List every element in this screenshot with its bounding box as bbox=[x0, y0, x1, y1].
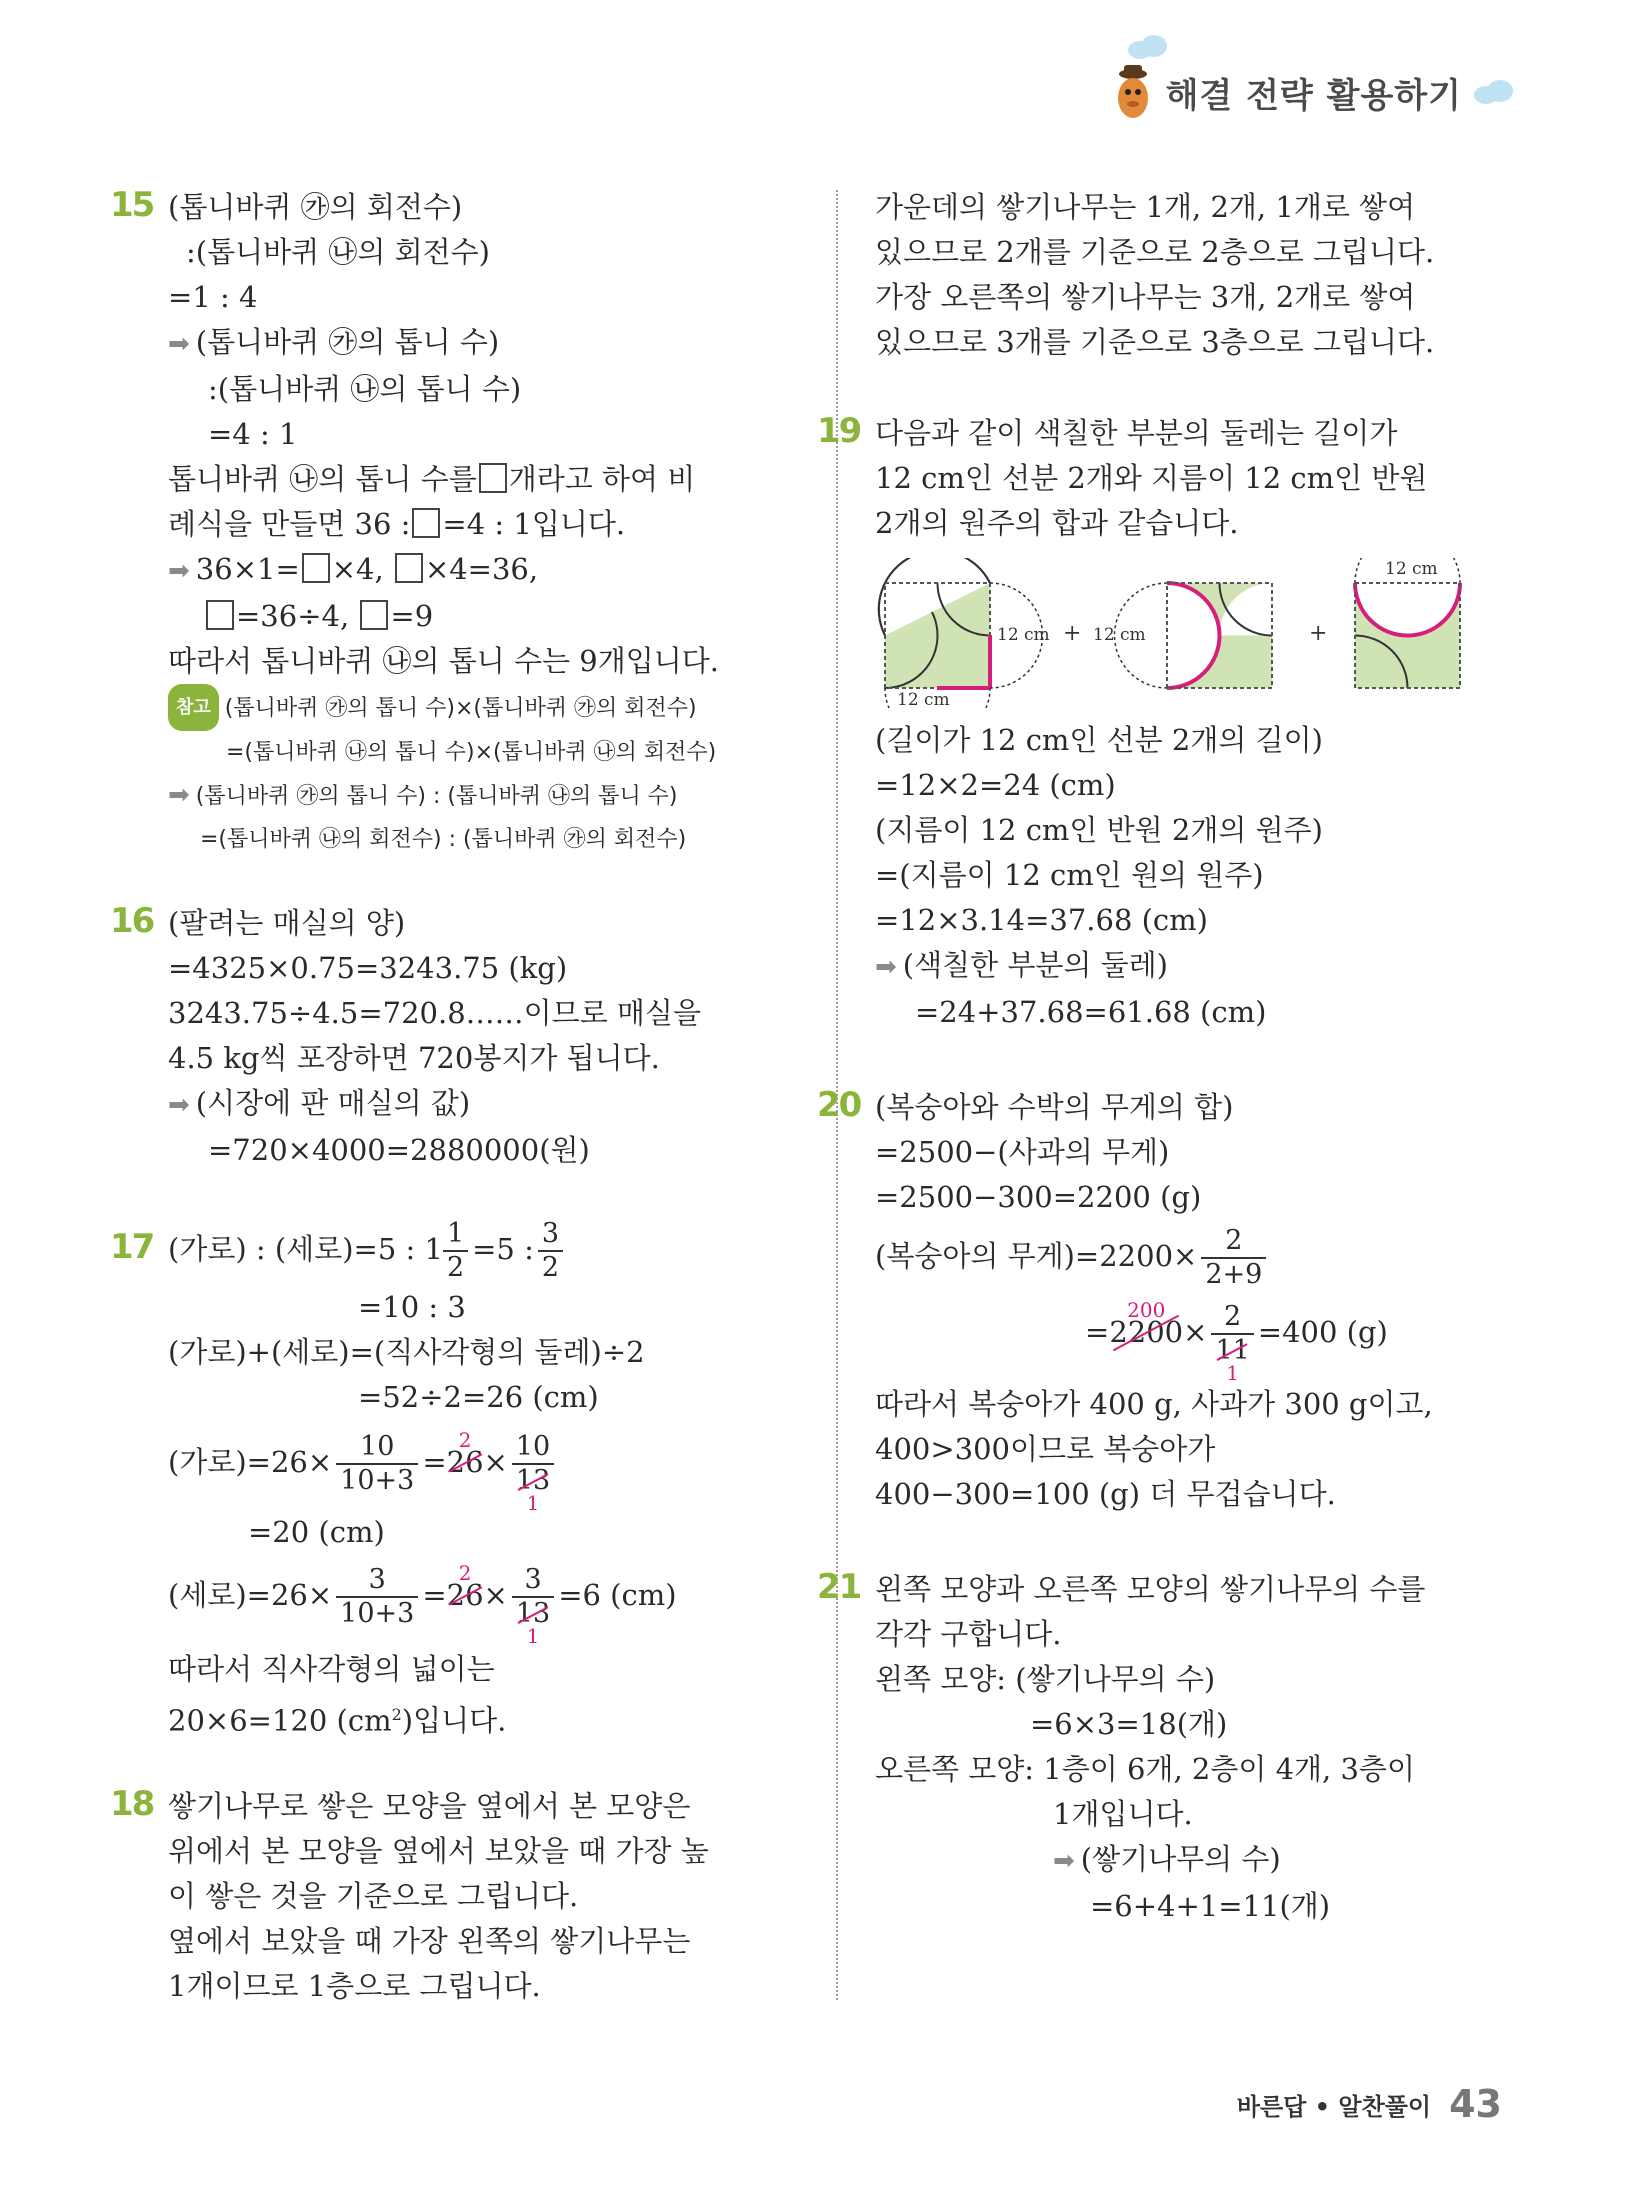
arrow-icon: ➡ bbox=[1053, 1846, 1075, 1876]
text-segment: 례식을 만들면 36 : bbox=[168, 507, 411, 541]
text-line: 오른쪽 모양: 1층이 6개, 2층이 4개, 3층이 bbox=[875, 1752, 1415, 1786]
arrow-icon: ➡ bbox=[875, 952, 897, 982]
text-line: (팔려는 매실의 양) bbox=[168, 906, 406, 940]
fraction: $\frac{10}{10+3}$ bbox=[336, 1431, 418, 1497]
note-badge: 참고 bbox=[168, 684, 219, 731]
text-line: (복숭아와 수박의 무게의 합) bbox=[875, 1090, 1234, 1124]
svg-text:+: + bbox=[1309, 621, 1328, 646]
mascot-icon bbox=[1108, 62, 1158, 122]
note-line: (톱니바퀴 ㉮의 톱니 수) : (톱니바퀴 ㉯의 톱니 수) bbox=[195, 784, 678, 809]
right-column bbox=[817, 185, 1515, 1969]
problem-number: 20 bbox=[817, 1085, 861, 1125]
cloud-icon bbox=[1470, 77, 1518, 107]
text-line: 1개이므로 1층으로 그립니다. bbox=[168, 1968, 541, 2003]
blank-box bbox=[206, 600, 234, 630]
text-line: =4325×0.75=3243.75 (kg) bbox=[168, 951, 568, 985]
problem-15 bbox=[110, 185, 808, 861]
text-segment: 톱니바퀴 ㉯의 톱니 수를 bbox=[168, 462, 477, 496]
text-line: 따라서 톱니바퀴 ㉯의 톱니 수는 9개입니다. bbox=[168, 644, 719, 678]
text-line: :(톱니바퀴 ㉯의 회전수) bbox=[186, 235, 490, 269]
text-line: (색칠한 부분의 둘레) bbox=[902, 948, 1168, 982]
arrow-icon: ➡ bbox=[168, 1090, 190, 1120]
blank-box bbox=[360, 600, 388, 630]
text-line: 왼쪽 모양과 오른쪽 모양의 쌓기나무의 수를 bbox=[875, 1572, 1426, 1606]
text-line: =1 : 4 bbox=[168, 280, 258, 314]
text-line: 각각 구합니다. bbox=[875, 1617, 1062, 1651]
section-title: 해결 전략 활용하기 bbox=[1165, 75, 1462, 116]
fraction: 3 13 1 bbox=[512, 1564, 554, 1630]
text-segment: =9 bbox=[390, 599, 434, 633]
cancelled-number: 13 1 bbox=[515, 1465, 551, 1515]
fraction: $\frac{3}{10+3}$ bbox=[336, 1564, 418, 1630]
fraction: $\frac{3}{2}$ bbox=[538, 1218, 563, 1284]
problem-18-continued bbox=[875, 185, 1515, 365]
figure-3 bbox=[1355, 558, 1460, 688]
note-line: =(톱니바퀴 ㉯의 회전수) : (톱니바퀴 ㉮의 회전수) bbox=[200, 827, 687, 852]
problem-16 bbox=[110, 901, 808, 1173]
text-line: 400−300=100 (g) 더 무겁습니다. bbox=[875, 1477, 1336, 1511]
text-line: 400>300이므로 복숭아가 bbox=[875, 1432, 1216, 1466]
text-line: =4 : 1 bbox=[208, 417, 298, 451]
text-segment: ×4=36, bbox=[424, 552, 539, 586]
text-segment: =6 (cm) bbox=[558, 1578, 677, 1612]
text-line: =20 (cm) bbox=[248, 1515, 385, 1549]
text-segment: 개라고 하여 비 bbox=[508, 462, 696, 496]
page-number: 43 bbox=[1449, 2082, 1502, 2126]
text-line: 따라서 직사각형의 넓이는 bbox=[168, 1652, 495, 1686]
text-line: 옆에서 보았을 때 가장 왼쪽의 쌓기나무는 bbox=[168, 1923, 691, 1958]
left-column bbox=[110, 185, 808, 2049]
problem-20: 20 (복숭아와 수박의 무게의 합) =2500−(사과의 무게) =2500−300=2200 (g) (복숭아의 무게)=2200× $\frac{2}{2+9}$ =2200 200 × 2 11 1 =400 (g) 따라서 복숭아가 400 g, 사과가 300 g이고, 400>300이므로 복숭아가 400−300=100 (g) 더 무겁습니다. bbox=[875, 1085, 1515, 1517]
problem-number: 15 bbox=[110, 185, 154, 225]
text-line: =52÷2=26 (cm) bbox=[358, 1380, 599, 1414]
text-line: =(지름이 12 cm인 원의 원주) bbox=[875, 858, 1264, 892]
text-line: =24+37.68=61.68 (cm) bbox=[915, 995, 1267, 1029]
text-line: 12 cm인 선분 2개와 지름이 12 cm인 반원 bbox=[875, 461, 1428, 495]
text-line: 3243.75÷4.5=720.8……이므로 매실을 bbox=[168, 996, 701, 1030]
fraction: $\frac{1}{2}$ bbox=[443, 1218, 468, 1284]
blank-box bbox=[412, 508, 440, 538]
cancelled-number: 11 1 bbox=[1215, 1335, 1250, 1385]
problem-number: 18 bbox=[110, 1783, 154, 1824]
text-line: 있으므로 3개를 기준으로 3층으로 그립니다. bbox=[875, 325, 1435, 359]
text-line: 2개의 원주의 합과 같습니다. bbox=[875, 506, 1239, 540]
text-line: 가운데의 쌓기나무는 1개, 2개, 1개로 쌓여 bbox=[875, 190, 1416, 224]
text-line: 다음과 같이 색칠한 부분의 둘레는 길이가 bbox=[875, 416, 1398, 450]
text-line: 위에서 본 모양을 옆에서 보았을 때 가장 높 bbox=[168, 1833, 709, 1868]
text-line: (톱니바퀴 ㉮의 톱니 수) bbox=[195, 325, 500, 359]
text-line: =2500−300=2200 (g) bbox=[875, 1180, 1202, 1214]
blank-box bbox=[302, 553, 330, 583]
arrow-icon: ➡ bbox=[168, 329, 190, 359]
text-segment: 36×1= bbox=[195, 552, 300, 586]
text-line: 따라서 복숭아가 400 g, 사과가 300 g이고, bbox=[875, 1387, 1433, 1421]
fraction: 10 13 1 bbox=[512, 1431, 554, 1497]
problem-19 bbox=[817, 411, 1515, 1035]
text-line: =6+4+1=11(개) bbox=[1090, 1889, 1331, 1923]
text-line: 왼쪽 모양: (쌓기나무의 수) bbox=[875, 1662, 1216, 1696]
svg-text:12 cm: 12 cm bbox=[1385, 559, 1438, 579]
problem-21 bbox=[817, 1567, 1515, 1929]
text-line: (지름이 12 cm인 반원 2개의 원주) bbox=[875, 813, 1323, 847]
blank-box bbox=[395, 553, 423, 583]
cancelled-number: 26 2 bbox=[447, 1559, 484, 1631]
text-segment: (복숭아의 무게)=2200× bbox=[875, 1239, 1198, 1273]
perimeter-diagram bbox=[875, 558, 1475, 708]
svg-text:+: + bbox=[1063, 621, 1082, 646]
text-line: (쌓기나무의 수) bbox=[1080, 1842, 1281, 1876]
cancelled-number: 26 2 bbox=[447, 1426, 484, 1498]
text-segment: =36÷4, bbox=[236, 599, 350, 633]
svg-text:12 cm: 12 cm bbox=[897, 690, 950, 708]
text-line: =2500−(사과의 무게) bbox=[875, 1135, 1170, 1169]
text-line: 이 쌓은 것을 기준으로 그립니다. bbox=[168, 1878, 579, 1913]
fraction: $\frac{2}{2+9}$ bbox=[1201, 1225, 1266, 1291]
fraction: 2 11 1 bbox=[1211, 1301, 1253, 1367]
problem-number: 17 bbox=[110, 1227, 154, 1267]
text-line: (가로)+(세로)=(직사각형의 둘레)÷2 bbox=[168, 1335, 645, 1369]
problem-17: 17 (가로) : (세로)=5 : 1 $\frac{1}{2}$ =5 : $\frac{3}{2}$ =10 : 3 (가로)+(세로)=(직사각형의 둘레)÷2 =52÷2=26 (cm) (가로)=26× $\frac{10}{10+3}$ =26 2 × 10 13 1 =20 (cm) (세로)=26× $\frac{3}{10+3}$ =26 2 × 3 13 1 =6 (cm) 따라서 직사각형의 넓이는 20×6=120 $(cm^2)$입니다. bbox=[168, 1213, 808, 1744]
page-footer bbox=[1237, 2082, 1502, 2126]
text-line: 가장 오른쪽의 쌓기나무는 3개, 2개로 쌓여 bbox=[875, 280, 1416, 314]
text-line: =6×3=18(개) bbox=[1030, 1707, 1228, 1741]
text-line: =12×3.14=37.68 (cm) bbox=[875, 903, 1208, 937]
text-segment: =400 (g) bbox=[1257, 1315, 1388, 1349]
text-segment: =5 : bbox=[472, 1232, 534, 1266]
problem-number: 19 bbox=[817, 411, 861, 451]
blank-box bbox=[479, 463, 507, 493]
text-line: =720×4000=2880000(원) bbox=[208, 1133, 590, 1167]
text-line: 1개입니다. bbox=[1053, 1797, 1193, 1831]
svg-text:12 cm: 12 cm bbox=[1093, 625, 1146, 645]
section-header bbox=[1108, 62, 1518, 122]
footer-label: 바른답 • 알찬풀이 bbox=[1236, 2092, 1432, 2121]
text-line: 4.5 kg씩 포장하면 720봉지가 됩니다. bbox=[168, 1041, 660, 1075]
note-line: (톱니바퀴 ㉮의 톱니 수)×(톱니바퀴 ㉮의 회전수) bbox=[224, 696, 697, 721]
cloud-icon bbox=[1124, 32, 1172, 62]
text-line: 쌓기나무로 쌓은 모양을 옆에서 본 모양은 bbox=[168, 1788, 691, 1823]
problem-number: 21 bbox=[817, 1567, 861, 1607]
text-segment: (가로)=26× bbox=[168, 1445, 333, 1479]
text-segment: =4 : 1입니다. bbox=[442, 507, 626, 541]
text-line: =10 : 3 bbox=[358, 1290, 466, 1324]
text-line: =12×2=24 (cm) bbox=[875, 768, 1116, 802]
figure-1 bbox=[875, 558, 1050, 708]
text-line: :(톱니바퀴 ㉯의 톱니 수) bbox=[208, 372, 522, 406]
text-segment: ×4, bbox=[331, 552, 384, 586]
svg-text:12 cm: 12 cm bbox=[997, 625, 1050, 645]
text-segment: (세로)=26× bbox=[168, 1578, 333, 1612]
text-line: (톱니바퀴 ㉮의 회전수) bbox=[168, 190, 463, 224]
text-segment: (가로) : (세로)=5 : 1 bbox=[168, 1232, 443, 1266]
arrow-icon: ➡ bbox=[168, 556, 190, 586]
problem-18 bbox=[110, 1783, 808, 2009]
problem-number: 16 bbox=[110, 901, 154, 941]
note-line: =(톱니바퀴 ㉯의 톱니 수)×(톱니바퀴 ㉯의 회전수) bbox=[226, 740, 717, 765]
cancelled-number: 2200 200 bbox=[1109, 1296, 1183, 1368]
cancelled-number: 13 1 bbox=[515, 1598, 551, 1648]
text-line: 있으므로 2개를 기준으로 2층으로 그립니다. bbox=[875, 235, 1435, 269]
text-line: (길이가 12 cm인 선분 2개의 길이) bbox=[875, 723, 1323, 757]
arrow-icon: ➡ bbox=[168, 780, 190, 810]
text-line: (시장에 판 매실의 값) bbox=[195, 1086, 471, 1120]
